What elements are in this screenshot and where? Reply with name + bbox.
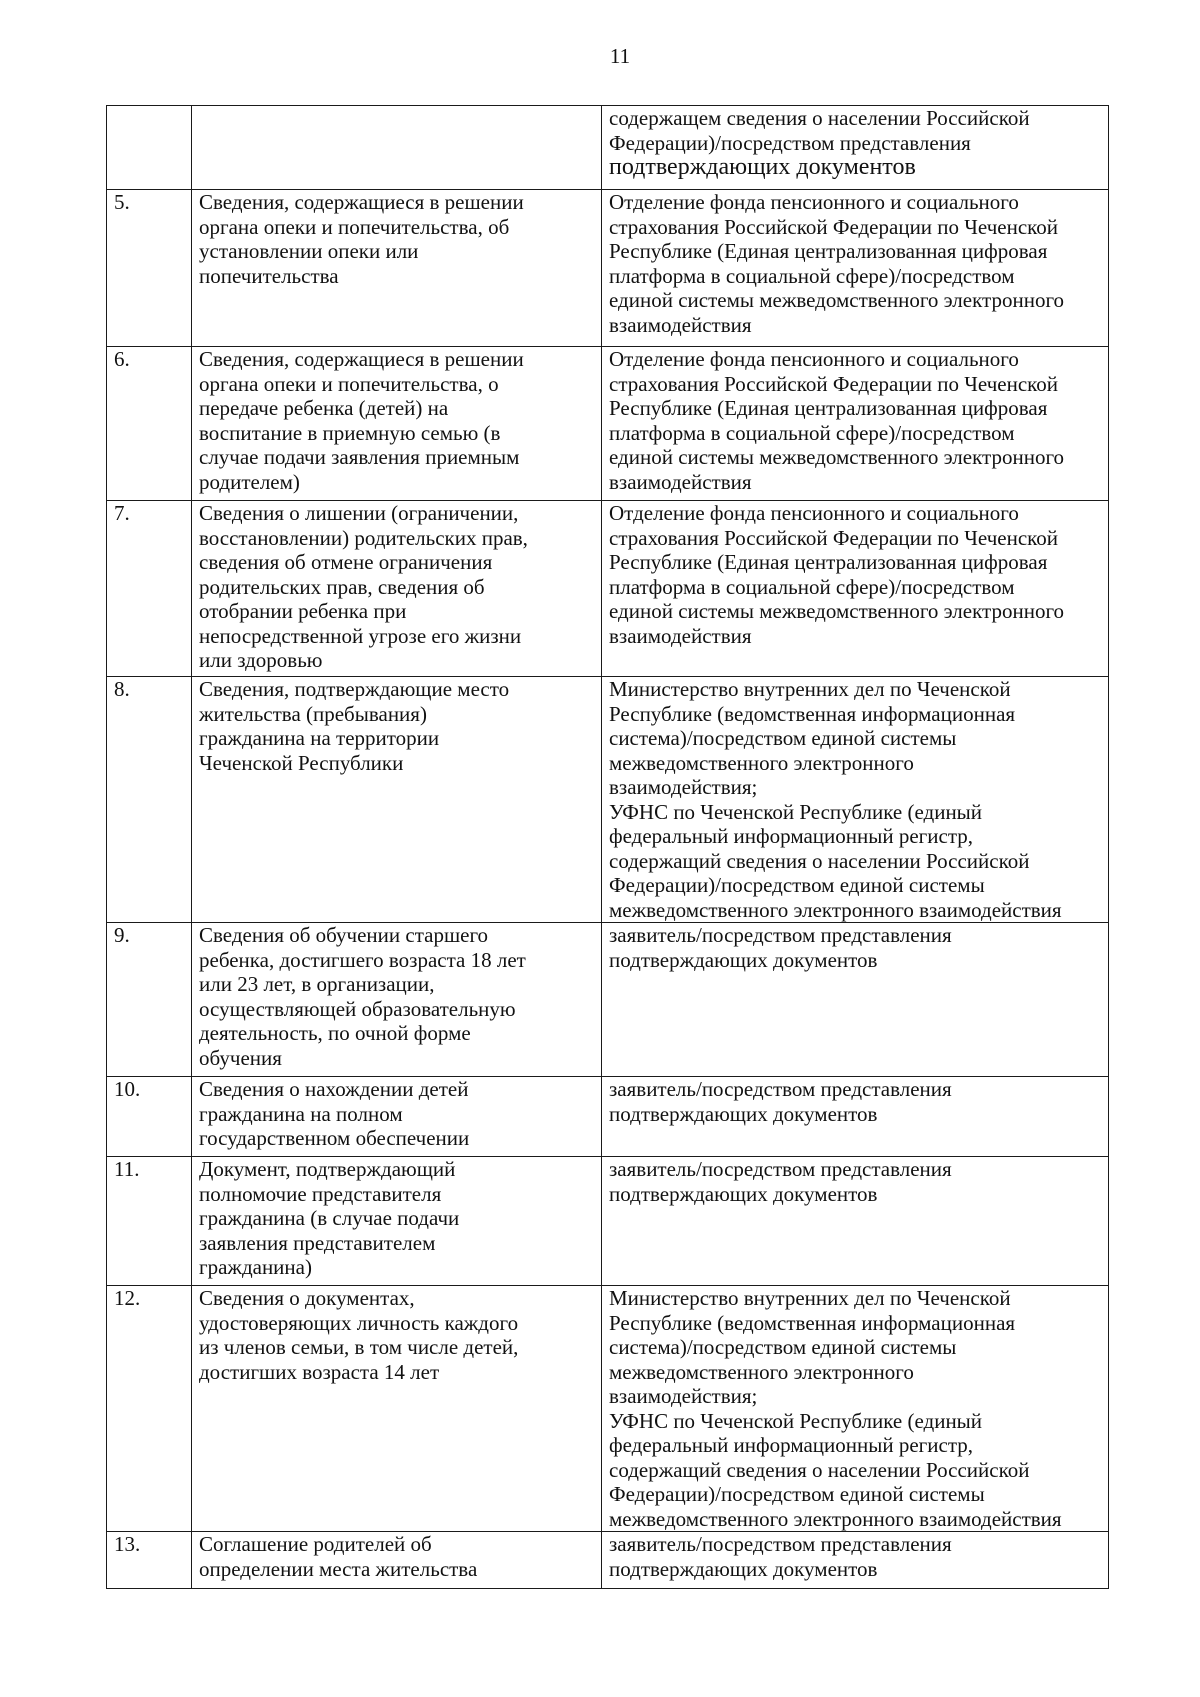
source-cell: заявитель/посредством представления подтверждающих документов bbox=[602, 923, 1109, 1077]
info-cell: Сведения, содержащиеся в решении органа опеки и попечительства, о передаче ребенка (детей) на воспитание в приемную семью (в случае подачи заявления приемным родителем) bbox=[192, 347, 602, 501]
source-text-last-line: подтверждающих документов bbox=[609, 154, 916, 180]
table-row bbox=[107, 190, 1109, 347]
source-cell: Отделение фонда пенсионного и социального страхования Российской Федерации по Чеченской Республике (Единая централизованная цифровая платформа в социальной сфере)/посредством единой системы межведомственного электронного взаимодействия bbox=[602, 190, 1109, 347]
info-cell: Сведения о нахождении детей гражданина на полном государственном обеспечении bbox=[192, 1077, 602, 1157]
table-row-continuation bbox=[107, 106, 1109, 190]
source-text: содержащем сведения о населении Российской Федерации)/посредством представления bbox=[609, 106, 1030, 155]
info-cell: Сведения об обучении старшего ребенка, достигшего возраста 18 лет или 23 лет, в организации, осуществляющей образовательную деятельность, по очной форме обучения bbox=[192, 923, 602, 1077]
documents-table bbox=[106, 105, 1109, 1589]
row-number: 10. bbox=[107, 1077, 192, 1157]
row-number-cell bbox=[107, 106, 192, 190]
row-number: 8. bbox=[107, 677, 192, 923]
info-cell bbox=[192, 106, 602, 190]
source-cell bbox=[602, 106, 1109, 190]
info-cell: Соглашение родителей об определении места жительства bbox=[192, 1532, 602, 1589]
table-row bbox=[107, 1532, 1109, 1589]
row-number: 6. bbox=[107, 347, 192, 501]
source-cell: Отделение фонда пенсионного и социального страхования Российской Федерации по Чеченской Республике (Единая централизованная цифровая платформа в социальной сфере)/посредством единой системы межведомственного электронного взаимодействия bbox=[602, 347, 1109, 501]
table-row bbox=[107, 347, 1109, 501]
source-cell: заявитель/посредством представления подтверждающих документов bbox=[602, 1077, 1109, 1157]
source-cell: Министерство внутренних дел по Чеченской Республике (ведомственная информационная система)/посредством единой системы межведомственного электронного взаимодействия; УФНС по Чеченской Республике (единый федеральный информационный регистр, содержащий сведения о населении Российской Федерации)/посредством единой системы межведомственного электронного взаимодействия bbox=[602, 677, 1109, 923]
page-number: 11 bbox=[609, 44, 631, 68]
row-number: 7. bbox=[107, 501, 192, 677]
row-number: 13. bbox=[107, 1532, 192, 1589]
table-row bbox=[107, 1157, 1109, 1286]
row-number: 5. bbox=[107, 190, 192, 347]
info-cell: Документ, подтверждающий полномочие представителя гражданина (в случае подачи заявления представителем гражданина) bbox=[192, 1157, 602, 1286]
info-cell: Сведения, содержащиеся в решении органа опеки и попечительства, об установлении опеки или попечительства bbox=[192, 190, 602, 347]
info-cell: Сведения о лишении (ограничении, восстановлении) родительских прав, сведения об отмене ограничения родительских прав, сведения об отобрании ребенка при непосредственной угрозе его жизни или здоровью bbox=[192, 501, 602, 677]
table-row bbox=[107, 1077, 1109, 1157]
table-row bbox=[107, 677, 1109, 923]
info-cell: Сведения о документах, удостоверяющих личность каждого из членов семьи, в том числе детей, достигших возраста 14 лет bbox=[192, 1286, 602, 1532]
row-number: 9. bbox=[107, 923, 192, 1077]
row-number: 11. bbox=[107, 1157, 192, 1286]
source-cell: заявитель/посредством представления подтверждающих документов bbox=[602, 1157, 1109, 1286]
row-number: 12. bbox=[107, 1286, 192, 1532]
table-row bbox=[107, 501, 1109, 677]
source-cell: Министерство внутренних дел по Чеченской Республике (ведомственная информационная система)/посредством единой системы межведомственного электронного взаимодействия; УФНС по Чеченской Республике (единый федеральный информационный регистр, содержащий сведения о населении Российской Федерации)/посредством единой системы межведомственного электронного взаимодействия bbox=[602, 1286, 1109, 1532]
table-row bbox=[107, 1286, 1109, 1532]
info-cell: Сведения, подтверждающие место жительства (пребывания) гражданина на территории Чеченской Республики bbox=[192, 677, 602, 923]
source-cell: Отделение фонда пенсионного и социального страхования Российской Федерации по Чеченской Республике (Единая централизованная цифровая платформа в социальной сфере)/посредством единой системы межведомственного электронного взаимодействия bbox=[602, 501, 1109, 677]
table-row bbox=[107, 923, 1109, 1077]
source-cell: заявитель/посредством представления подтверждающих документов bbox=[602, 1532, 1109, 1589]
